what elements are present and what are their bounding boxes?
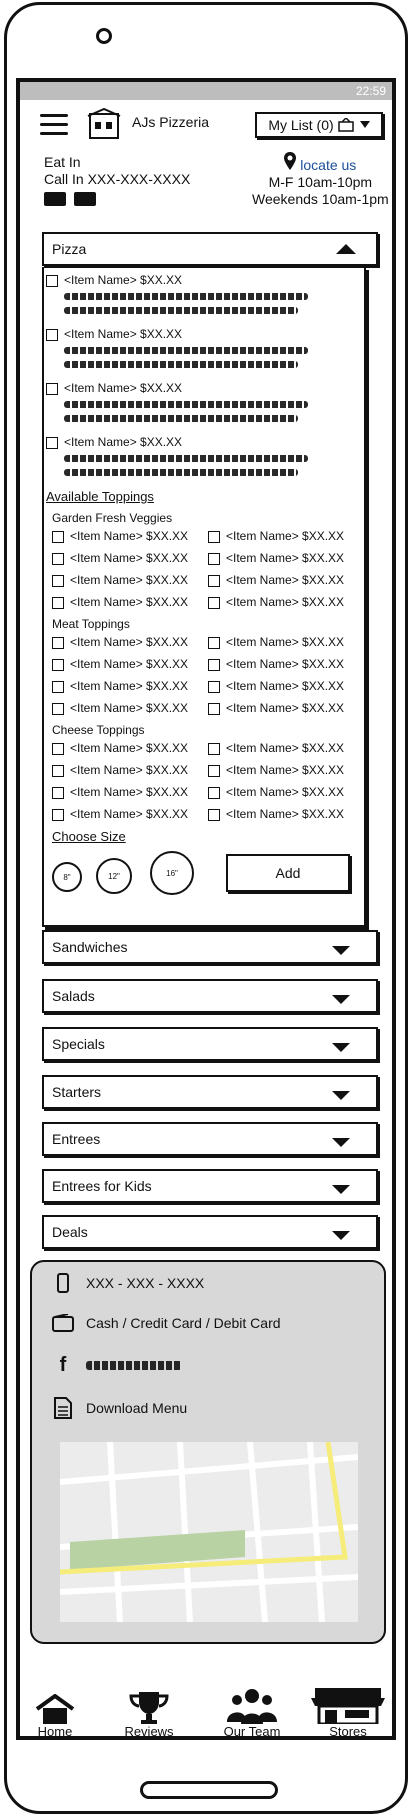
- topping-option[interactable]: [208, 529, 344, 543]
- topping-checkbox[interactable]: [208, 703, 220, 715]
- app-screen: [16, 78, 396, 1740]
- topping-option[interactable]: [52, 551, 188, 565]
- home-button[interactable]: [140, 1781, 278, 1799]
- topping-option[interactable]: [208, 679, 344, 693]
- brand-name: AJs Pizzeria: [132, 114, 210, 130]
- topping-label: <Item Name> $XX.XX: [226, 763, 345, 777]
- payment-icons: [44, 192, 190, 206]
- topping-checkbox[interactable]: [52, 765, 64, 777]
- topping-option[interactable]: [208, 785, 344, 799]
- topping-label: <Item Name> $XX.XX: [70, 763, 189, 777]
- topping-label: <Item Name> $XX.XX: [226, 595, 345, 609]
- status-bar: [20, 82, 392, 100]
- facebook-icon: f: [59, 1353, 67, 1376]
- topping-option[interactable]: [52, 635, 188, 649]
- topping-label: <Item Name> $XX.XX: [226, 657, 345, 671]
- category-entrees-for-kids[interactable]: Entrees for Kids: [42, 1169, 378, 1203]
- category-pizza[interactable]: [42, 232, 378, 266]
- category-sandwiches[interactable]: Sandwiches: [42, 930, 378, 964]
- hours-weekday: M-F 10am-10pm: [268, 174, 373, 190]
- topping-option[interactable]: [208, 595, 344, 609]
- pizza-item[interactable]: <Item Name> $XX.XX: [46, 435, 182, 449]
- item-description: [64, 307, 298, 314]
- topping-checkbox[interactable]: [52, 809, 64, 821]
- my-list-label: My List (0): [268, 117, 334, 133]
- topping-option[interactable]: [52, 763, 188, 777]
- topping-label: <Item Name> $XX.XX: [70, 785, 189, 799]
- footer-payment: Cash / Credit Card / Debit Card: [52, 1312, 281, 1334]
- topping-checkbox[interactable]: [208, 531, 220, 543]
- topping-label: <Item Name> $XX.XX: [70, 595, 189, 609]
- topping-label: <Item Name> $XX.XX: [226, 807, 345, 821]
- choose-size-heading: Choose Size: [52, 829, 126, 844]
- camera-dot: [96, 28, 112, 44]
- category-specials[interactable]: Specials: [42, 1027, 378, 1061]
- category-deals[interactable]: Deals: [42, 1215, 378, 1249]
- tab-our-team[interactable]: Our Team: [210, 1690, 294, 1739]
- topping-checkbox[interactable]: [52, 597, 64, 609]
- topping-option[interactable]: [208, 635, 344, 649]
- chevron-down-icon: [332, 1043, 350, 1052]
- item-checkbox[interactable]: [46, 275, 58, 287]
- locate-us-label: locate us: [300, 157, 357, 173]
- topping-label: <Item Name> $XX.XX: [70, 551, 189, 565]
- add-button[interactable]: Add: [226, 854, 350, 892]
- topping-label: <Item Name> $XX.XX: [226, 701, 345, 715]
- category-pizza-label: Pizza: [52, 241, 87, 257]
- credit-card-icon: [74, 192, 96, 206]
- chevron-down-icon: [332, 946, 350, 955]
- topping-checkbox[interactable]: [208, 681, 220, 693]
- order-info: [44, 154, 190, 206]
- topping-checkbox[interactable]: [208, 659, 220, 671]
- topping-label: <Item Name> $XX.XX: [226, 635, 345, 649]
- chevron-down-icon: [332, 1091, 350, 1100]
- topping-option[interactable]: [208, 701, 344, 715]
- topping-option[interactable]: [52, 701, 188, 715]
- topping-label: <Item Name> $XX.XX: [70, 529, 189, 543]
- item-checkbox[interactable]: [46, 437, 58, 449]
- footer-phone[interactable]: XXX - XXX - XXXX: [52, 1272, 204, 1294]
- pizza-panel: [42, 267, 366, 927]
- my-list-button[interactable]: [255, 112, 383, 138]
- top-bar: [20, 100, 392, 146]
- topping-label: <Item Name> $XX.XX: [70, 573, 189, 587]
- cash-icon: [44, 192, 66, 206]
- menu-icon[interactable]: [40, 114, 68, 138]
- tab-home[interactable]: Home: [20, 1690, 90, 1739]
- topping-label: <Item Name> $XX.XX: [226, 573, 345, 587]
- order-type: Eat In: [44, 154, 81, 170]
- topping-checkbox[interactable]: [208, 765, 220, 777]
- topping-checkbox[interactable]: [52, 681, 64, 693]
- topping-label: <Item Name> $XX.XX: [70, 635, 189, 649]
- phone-icon: [52, 1272, 74, 1294]
- basket-icon: [338, 118, 356, 132]
- topping-option[interactable]: [52, 573, 188, 587]
- item-description: [64, 415, 298, 422]
- topping-option[interactable]: [52, 529, 188, 543]
- item-checkbox[interactable]: [46, 383, 58, 395]
- chevron-down-icon: [332, 1138, 350, 1147]
- chevron-down-icon: [360, 121, 370, 129]
- size-16-button[interactable]: 16": [150, 851, 194, 895]
- topping-checkbox[interactable]: [52, 659, 64, 671]
- pizza-item[interactable]: <Item Name> $XX.XX: [46, 381, 182, 395]
- bottom-tab-bar: [20, 1690, 392, 1740]
- topping-checkbox[interactable]: [208, 809, 220, 821]
- topping-checkbox[interactable]: [52, 553, 64, 565]
- size-8-button[interactable]: 8": [52, 862, 82, 892]
- topping-checkbox[interactable]: [208, 553, 220, 565]
- topping-label: <Item Name> $XX.XX: [70, 701, 189, 715]
- category-starters[interactable]: Starters: [42, 1075, 378, 1109]
- topping-label: <Item Name> $XX.XX: [70, 657, 189, 671]
- locate-us-link[interactable]: [252, 152, 389, 174]
- item-description: [64, 469, 298, 476]
- storefront-icon: [311, 1686, 385, 1724]
- chevron-down-icon: [332, 1185, 350, 1194]
- wallet-icon: [52, 1312, 74, 1334]
- topping-option[interactable]: [52, 679, 188, 693]
- topping-group-title: Garden Fresh Veggies: [52, 511, 173, 525]
- item-description: [64, 455, 308, 462]
- topping-option[interactable]: [52, 807, 188, 821]
- item-description: [64, 401, 308, 408]
- category-entrees[interactable]: Entrees: [42, 1122, 378, 1156]
- footer-download-menu[interactable]: Download Menu: [52, 1397, 187, 1419]
- topping-option[interactable]: [52, 595, 188, 609]
- pizza-item[interactable]: <Item Name> $XX.XX: [46, 273, 182, 287]
- topping-option[interactable]: [52, 741, 188, 755]
- topping-option[interactable]: [52, 657, 188, 671]
- facebook-handle-scribble: [86, 1361, 182, 1370]
- tab-reviews[interactable]: Reviews: [114, 1690, 184, 1739]
- topping-checkbox[interactable]: [208, 575, 220, 587]
- topping-checkbox[interactable]: [208, 787, 220, 799]
- topping-label: <Item Name> $XX.XX: [70, 679, 189, 693]
- pizzeria-logo-icon: [86, 108, 124, 140]
- item-checkbox[interactable]: [46, 329, 58, 341]
- store-hours: [252, 152, 389, 208]
- topping-label: <Item Name> $XX.XX: [226, 785, 345, 799]
- topping-option[interactable]: [52, 785, 188, 799]
- topping-label: <Item Name> $XX.XX: [70, 807, 189, 821]
- status-time: 22:59: [355, 84, 386, 98]
- trophy-icon: [129, 1690, 169, 1724]
- topping-option[interactable]: [208, 551, 344, 565]
- topping-option[interactable]: [208, 807, 344, 821]
- tab-stores[interactable]: Stores: [308, 1690, 388, 1739]
- chevron-down-icon: [332, 995, 350, 1004]
- topping-checkbox[interactable]: [52, 703, 64, 715]
- topping-checkbox[interactable]: [52, 743, 64, 755]
- home-icon: [35, 1694, 75, 1724]
- pizza-item[interactable]: <Item Name> $XX.XX: [46, 327, 182, 341]
- topping-option[interactable]: [208, 573, 344, 587]
- topping-label: <Item Name> $XX.XX: [226, 679, 345, 693]
- hours-weekend: Weekends 10am-1pm: [252, 191, 389, 207]
- item-description: [64, 361, 298, 368]
- call-in-number[interactable]: Call In XXX-XXX-XXXX: [44, 171, 191, 187]
- topping-option[interactable]: [208, 763, 344, 777]
- team-icon: [227, 1688, 277, 1724]
- topping-checkbox[interactable]: [208, 597, 220, 609]
- topping-label: <Item Name> $XX.XX: [226, 741, 345, 755]
- topping-group-title: Meat Toppings: [52, 617, 130, 631]
- topping-checkbox[interactable]: [52, 787, 64, 799]
- chevron-down-icon: [332, 1231, 350, 1240]
- document-icon: [52, 1397, 74, 1419]
- topping-option[interactable]: [208, 657, 344, 671]
- topping-label: <Item Name> $XX.XX: [70, 741, 189, 755]
- size-12-button[interactable]: 12": [96, 858, 132, 894]
- topping-checkbox[interactable]: [208, 637, 220, 649]
- location-pin-icon: [284, 152, 296, 170]
- topping-label: <Item Name> $XX.XX: [226, 529, 345, 543]
- footer-facebook[interactable]: [52, 1354, 182, 1376]
- topping-group-title: Cheese Toppings: [52, 723, 145, 737]
- category-salads[interactable]: Salads: [42, 979, 378, 1013]
- topping-checkbox[interactable]: [52, 637, 64, 649]
- topping-checkbox[interactable]: [52, 531, 64, 543]
- topping-label: <Item Name> $XX.XX: [226, 551, 345, 565]
- item-description: [64, 293, 308, 300]
- location-map[interactable]: [60, 1442, 358, 1622]
- available-toppings-heading: Available Toppings: [46, 489, 154, 504]
- chevron-up-icon: [336, 244, 356, 254]
- topping-option[interactable]: [208, 741, 344, 755]
- topping-checkbox[interactable]: [52, 575, 64, 587]
- topping-checkbox[interactable]: [208, 743, 220, 755]
- footer-card: [30, 1260, 386, 1644]
- item-description: [64, 347, 308, 354]
